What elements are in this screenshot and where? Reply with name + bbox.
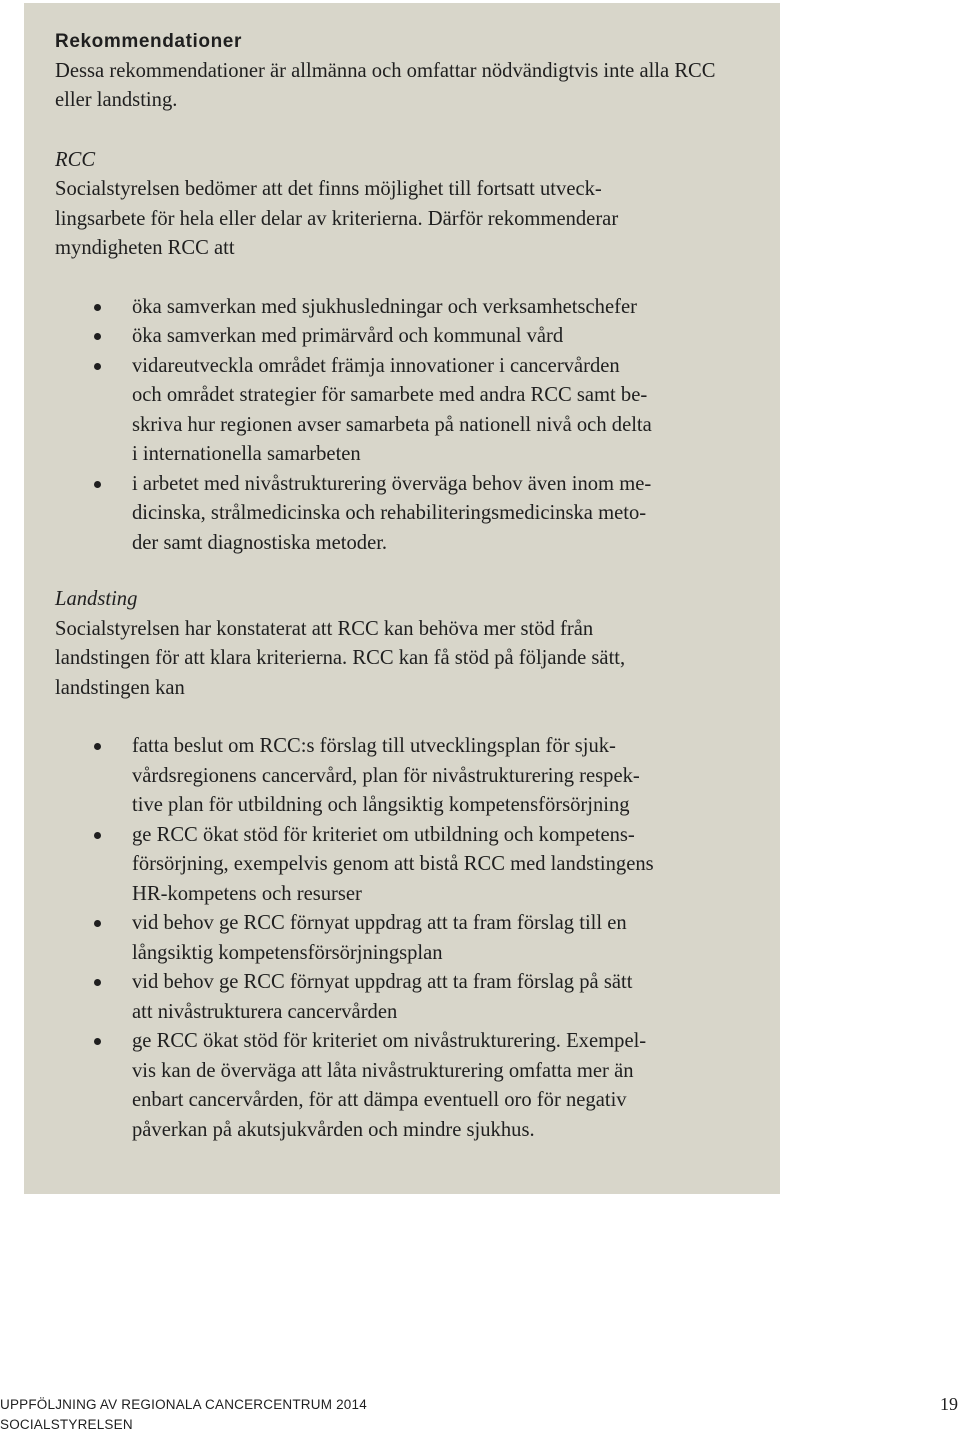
landsting-title: Landsting xyxy=(55,588,138,610)
text-line: fatta beslut om RCC:s förslag till utvecklingsplan för sjuk- xyxy=(132,735,616,757)
list-item xyxy=(55,732,755,821)
text-line: öka samverkan med sjukhusledningar och verksamhetschefer xyxy=(132,295,637,318)
text-line: ge RCC ökat stöd för kriteriet om utbildning och kompetens- xyxy=(132,823,635,846)
text-line: tive plan för utbildning och långsiktig kompetensförsörjning xyxy=(132,794,630,816)
text-line: vid behov ge RCC förnyat uppdrag att ta fram förslag till en xyxy=(132,912,627,934)
list-item xyxy=(55,322,755,352)
rcc-title: RCC xyxy=(55,148,96,171)
text-line: öka samverkan med primärvård och kommunal vård xyxy=(132,325,564,347)
text-line: lingsarbete för hela eller delar av kriterierna. Därför rekommenderar xyxy=(55,207,619,230)
box-heading: Rekommendationer xyxy=(55,31,242,52)
text-line: vid behov ge RCC förnyat uppdrag att ta fram förslag på sätt xyxy=(132,971,633,993)
text-line: vårdsregionens cancervård, plan för nivåstrukturering respek- xyxy=(132,764,640,787)
text-line: att nivåstrukturera cancervården xyxy=(132,1000,398,1023)
text-line: långsiktig kompetensförsörjningsplan xyxy=(132,941,443,964)
list-item xyxy=(55,352,755,470)
text-line: i arbetet med nivåstrukturering överväga behov även inom me- xyxy=(132,472,652,495)
text-line: HR-kompetens och resurser xyxy=(132,882,362,905)
text-line: myndigheten RCC att xyxy=(55,237,235,259)
list-item xyxy=(55,968,755,1027)
text-line: försörjning, exempelvis genom att bistå RCC med landstingens xyxy=(132,853,654,875)
text-line: Socialstyrelsen har konstaterat att RCC kan behöva mer stöd från xyxy=(55,617,594,640)
text-line: der samt diagnostiska metoder. xyxy=(132,531,388,554)
text-line: landstingen för att klara kriterierna. RCC kan få stöd på följande sätt, xyxy=(55,647,626,669)
list-item xyxy=(55,470,755,559)
text-line: vis kan de överväga att låta nivåstrukturering omfatta mer än xyxy=(132,1059,634,1082)
text-line: påverkan på akutsjukvården och mindre sjukhus. xyxy=(132,1118,535,1141)
list-item xyxy=(55,1027,755,1145)
list-item xyxy=(55,293,755,323)
box-intro: Dessa rekommendationer är allmänna och omfattar nödvändigtvis inte alla RCC eller landsting. xyxy=(55,59,716,111)
page-number: 19 xyxy=(940,1394,958,1414)
text-line: ge RCC ökat stöd för kriteriet om nivåstrukturering. Exempel- xyxy=(132,1030,647,1052)
text-line: skriva hur regionen avser samarbeta på nationell nivå och delta xyxy=(132,413,652,436)
rcc-list xyxy=(55,293,755,559)
text-line: vidareutveckla området främja innovationer i cancervården xyxy=(132,354,620,377)
list-item xyxy=(55,909,755,968)
text-line: i internationella samarbeten xyxy=(132,443,361,465)
text-line: Socialstyrelsen bedömer att det finns möjlighet till fortsatt utveck- xyxy=(55,178,602,200)
footer-title: UPPFÖLJNING AV REGIONALA CANCERCENTRUM 2014 xyxy=(0,1397,367,1412)
landsting-list xyxy=(55,732,755,1145)
text-line: och området strategier för samarbete med andra RCC samt be- xyxy=(132,384,648,406)
text-line: landstingen kan xyxy=(55,676,185,699)
footer-publisher: SOCIALSTYRELSEN xyxy=(0,1417,133,1432)
landsting-paragraph xyxy=(55,615,755,704)
text-line: enbart cancervården, för att dämpa eventuell oro för negativ xyxy=(132,1089,627,1111)
recommendation-box xyxy=(24,3,780,1194)
rcc-paragraph xyxy=(55,175,755,264)
list-item xyxy=(55,821,755,910)
box-content xyxy=(55,27,755,1145)
text-line: dicinska, strålmedicinska och rehabiliteringsmedicinska meto- xyxy=(132,502,647,524)
